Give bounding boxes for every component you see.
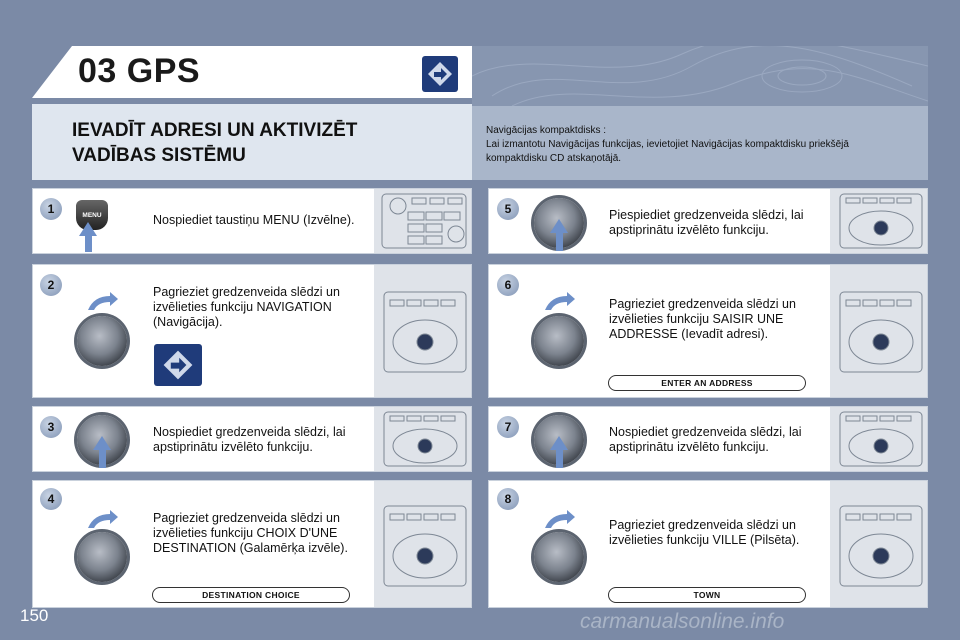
step-number-1: 1 [40,198,62,220]
page-heading [72,118,357,168]
press-arrow-shaft [99,450,106,468]
step-number-5: 5 [497,198,519,220]
step-7-line2: apstiprinātu izvēlēto funkciju. [609,440,769,454]
step-5-line2: apstiprinātu izvēlēto funkciju. [609,223,769,237]
radio-panel-illustration-8 [838,504,924,588]
step-8-line1: Pagrieziet gredzenveida slēdzi un [609,518,796,532]
rotate-arrow-icon [541,290,577,312]
rotary-knob-icon [534,316,584,366]
step-text-6 [609,297,824,342]
step-3-line1: Nospiediet gredzenveida slēdzi, lai [153,425,346,439]
step-4-line2: izvēlieties funkciju CHOIX D'UNE [153,526,338,540]
step-2-line3: (Navigācija). [153,315,223,329]
press-arrow-shaft [556,233,563,251]
press-arrow-icon [79,222,97,236]
navigation-cd-note [486,124,916,166]
step-text-4 [153,511,368,556]
rotary-knob-icon [77,532,127,582]
step-8-line2: izvēlieties funkciju VILLE (Pilsēta). [609,533,800,547]
radio-panel-illustration-4 [382,504,468,588]
radio-panel-illustration-2 [382,290,468,374]
step-2-line2: izvēlieties funkciju NAVIGATION [153,300,332,314]
step-4-line3: DESTINATION (Galamērķa izvēle). [153,541,348,555]
step-number-8: 8 [497,488,519,510]
rotate-arrow-icon [541,508,577,530]
page-heading-line2: VADĪBAS SISTĒMU [72,145,246,166]
navigation-arrow-icon [422,56,458,92]
radio-panel-illustration-5 [838,192,924,250]
step-3-line2: apstiprinātu izvēlēto funkciju. [153,440,313,454]
step-text-8 [609,518,824,548]
page-heading-line1: IEVADĪT ADRESI UN AKTIVIZĒT [72,120,358,141]
press-arrow-shaft [556,450,563,468]
menu-key-label: MENU [82,211,102,219]
note-line2: Lai izmantotu Navigācijas funkcijas, ievietojiet Navigācijas kompaktdisku priekšējā [486,139,849,150]
step-number-2: 2 [40,274,62,296]
step-4-line1: Pagrieziet gredzenveida slēdzi un [153,511,340,525]
step-text-2 [153,285,368,330]
rotate-arrow-icon [84,290,120,312]
chapter-title: 03 GPS [78,52,201,90]
menu-option-town: TOWN [608,587,806,603]
menu-option-enter-an-address: ENTER AN ADDRESS [608,375,806,391]
note-line1: Navigācijas kompaktdisks : [486,125,607,136]
rotary-knob-icon [534,532,584,582]
step-text-5 [609,208,824,238]
step-number-3: 3 [40,416,62,438]
step-6-line1: Pagrieziet gredzenveida slēdzi un [609,297,796,311]
step-text-3 [153,425,368,455]
watermark: carmanualsonline.info [580,610,785,633]
radio-panel-illustration-7 [838,410,924,468]
press-arrow-icon [550,436,568,450]
menu-option-destination-choice: DESTINATION CHOICE [152,587,350,603]
step-text-7 [609,425,824,455]
press-arrow-shaft [85,236,92,252]
radio-panel-illustration-6 [838,290,924,374]
step-6-line2: izvēlieties funkciju SAISIR UNE [609,312,784,326]
header-map-background [472,46,928,106]
step-1-line1: Nospiediet taustiņu MENU (Izvēlne). [153,213,355,227]
step-2-line1: Pagrieziet gredzenveida slēdzi un [153,285,340,299]
radio-panel-illustration-1 [380,192,468,250]
step-7-line1: Nospiediet gredzenveida slēdzi, lai [609,425,802,439]
press-arrow-icon [550,219,568,233]
page-number: 150 [20,606,49,625]
step-text-1 [153,213,368,228]
contour-map-decoration [472,46,928,106]
rotary-knob-icon [77,316,127,366]
step-number-7: 7 [497,416,519,438]
radio-panel-illustration-3 [382,410,468,468]
press-arrow-icon [93,436,111,450]
navigation-arrow-icon [154,344,202,386]
step-6-line3: ADDRESSE (Ievadīt adresi). [609,327,769,341]
step-5-line1: Piespiediet gredzenveida slēdzi, lai [609,208,804,222]
step-number-6: 6 [497,274,519,296]
step-number-4: 4 [40,488,62,510]
rotate-arrow-icon [84,508,120,530]
note-line3: kompaktdisku CD atskaņotājā. [486,153,622,164]
